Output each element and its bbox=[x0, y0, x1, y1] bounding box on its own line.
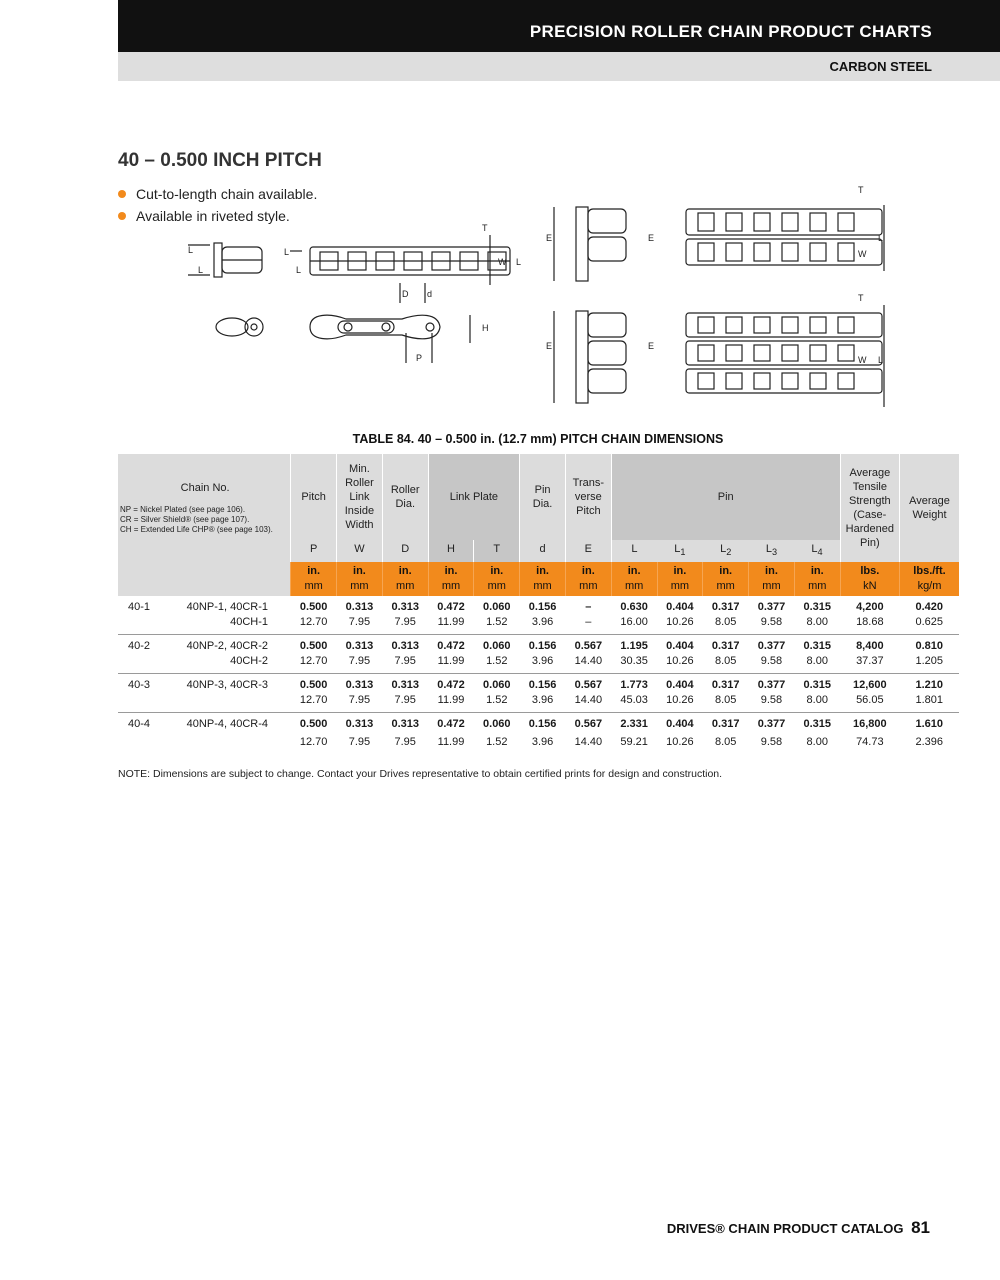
value-mm: 10.26 bbox=[666, 736, 694, 748]
table-row bbox=[118, 654, 959, 674]
bullet-icon bbox=[118, 212, 126, 220]
value-in: 0.156 bbox=[528, 718, 557, 730]
value-in: 16,800 bbox=[853, 718, 887, 730]
chain-id: 40-3 bbox=[128, 679, 151, 691]
diagram-label-e-double: E bbox=[546, 233, 553, 243]
chain-no-cell-2 bbox=[118, 693, 291, 713]
chain-no-cell bbox=[118, 713, 291, 733]
symbol-p: P bbox=[291, 540, 337, 562]
value-in: 0.567 bbox=[574, 679, 603, 691]
table-row bbox=[118, 693, 959, 713]
value-in: 0.317 bbox=[711, 679, 740, 691]
value-in: 0.404 bbox=[666, 718, 694, 730]
diagram-label-d-lower: d bbox=[427, 289, 433, 299]
value-mm: 0.625 bbox=[899, 615, 959, 635]
value-in: 1.610 bbox=[915, 718, 943, 730]
value-in: 0.313 bbox=[345, 679, 374, 691]
header-pitch: Pitch bbox=[291, 454, 337, 540]
symbol-pin-d: d bbox=[520, 540, 566, 562]
header-pin-dia: Pin Dia. bbox=[520, 454, 566, 540]
header-bar bbox=[118, 0, 1000, 52]
value-mm: 7.95 bbox=[382, 615, 428, 635]
value-mm: 12.70 bbox=[291, 693, 337, 713]
value-in: 0.500 bbox=[299, 640, 328, 652]
value-mm: 16.00 bbox=[611, 615, 657, 635]
value-in: 0.060 bbox=[483, 640, 511, 652]
value-mm: 8.05 bbox=[703, 693, 749, 713]
symbol-e: E bbox=[565, 540, 611, 562]
unit-cell: lbs./ft. kg/m bbox=[899, 562, 959, 596]
diagram-label-e-triple: E bbox=[546, 341, 553, 351]
table-body bbox=[118, 596, 959, 754]
value-mm: 8.00 bbox=[794, 654, 840, 674]
unit-cell: in. mm bbox=[565, 562, 611, 596]
symbol-l3: $L_3$ bbox=[749, 540, 795, 562]
value-mm: 8.05 bbox=[714, 736, 737, 748]
value-in: 0.567 bbox=[574, 718, 603, 730]
symbol-d: D bbox=[382, 540, 428, 562]
value-in: 8,400 bbox=[856, 640, 884, 652]
value-mm: 59.21 bbox=[620, 736, 648, 748]
value-mm: 37.37 bbox=[840, 654, 899, 674]
value-in: 0.630 bbox=[620, 601, 648, 613]
chain-variants: 40NP-4, 40CR-4 bbox=[186, 718, 268, 730]
diagram-label-h: H bbox=[482, 323, 489, 333]
value-mm: 7.95 bbox=[382, 654, 428, 674]
unit-cell: in. mm bbox=[291, 562, 337, 596]
value-in: 0.060 bbox=[483, 601, 511, 613]
value-in: 0.377 bbox=[757, 640, 786, 652]
value-mm: 11.99 bbox=[428, 615, 474, 635]
value-mm: 14.40 bbox=[565, 693, 611, 713]
diagram-label-l1: L bbox=[188, 245, 194, 255]
unit-cell: in. mm bbox=[703, 562, 749, 596]
diagram-label-w: W bbox=[498, 257, 507, 267]
value-in: 0.377 bbox=[757, 679, 786, 691]
value-in: 0.060 bbox=[483, 718, 511, 730]
value-in: 0.472 bbox=[437, 718, 465, 730]
value-mm: 11.99 bbox=[437, 736, 465, 748]
value-mm: 11.99 bbox=[428, 693, 474, 713]
value-mm: 1.52 bbox=[486, 736, 508, 748]
chain-dimension-diagram bbox=[170, 185, 900, 415]
unit-cell: in. mm bbox=[749, 562, 795, 596]
feature-item: Cut-to-length chain available. bbox=[118, 183, 317, 205]
value-mm: 3.96 bbox=[520, 615, 566, 635]
value-mm: 10.26 bbox=[657, 615, 703, 635]
chain-no-cell bbox=[118, 635, 291, 655]
value-in: 0.810 bbox=[915, 640, 943, 652]
chain-dimensions-table bbox=[118, 454, 959, 754]
table-row bbox=[118, 713, 959, 733]
header-link-plate: Link Plate bbox=[428, 454, 520, 540]
value-mm: 8.00 bbox=[794, 615, 840, 635]
page-header-title: PRECISION ROLLER CHAIN PRODUCT CHARTS bbox=[529, 22, 932, 41]
diagram-label-w-double: W bbox=[858, 249, 867, 259]
chain-no-cell bbox=[118, 596, 291, 615]
value-mm: 9.58 bbox=[749, 654, 795, 674]
units-row bbox=[118, 562, 959, 596]
table-note: NOTE: Dimensions are subject to change. Contact your Drives representative to obtain certified prints for design and construction. bbox=[118, 768, 723, 780]
value-mm: 3.96 bbox=[520, 693, 566, 713]
value-mm: 7.95 bbox=[394, 736, 416, 748]
diagram-label-e-triple-2: E bbox=[648, 341, 655, 351]
header-average-weight: Average Weight bbox=[899, 454, 959, 562]
chain-variants-ch: 40CH-1 bbox=[230, 616, 268, 628]
diagram-label-p: P bbox=[416, 353, 423, 363]
value-mm: 30.35 bbox=[611, 654, 657, 674]
value-in: 0.315 bbox=[803, 718, 832, 730]
unit-cell: in. mm bbox=[657, 562, 703, 596]
symbol-h: H bbox=[428, 540, 474, 562]
value-mm: 1.52 bbox=[474, 654, 520, 674]
value-in: 0.500 bbox=[299, 679, 328, 691]
page-footer bbox=[667, 1218, 930, 1238]
symbol-t: T bbox=[474, 540, 520, 562]
value-in: 0.317 bbox=[711, 601, 740, 613]
unit-cell: in. mm bbox=[794, 562, 840, 596]
value-mm: 10.26 bbox=[657, 693, 703, 713]
chain-no-cell-2 bbox=[118, 732, 291, 754]
value-in: 0.404 bbox=[666, 679, 694, 691]
link-plate-side-view bbox=[216, 315, 470, 363]
diagram-label-l-double: L bbox=[878, 233, 884, 243]
unit-cell: in. mm bbox=[520, 562, 566, 596]
value-in: 0.315 bbox=[803, 640, 832, 652]
value-mm: 11.99 bbox=[428, 654, 474, 674]
value-in: 0.156 bbox=[528, 640, 557, 652]
value-in: 0.472 bbox=[437, 679, 465, 691]
value-in: 0.472 bbox=[437, 640, 465, 652]
chain-top-view-single bbox=[290, 235, 510, 303]
value-in: 0.377 bbox=[757, 718, 786, 730]
value-in: 0.500 bbox=[299, 601, 328, 613]
value-in: 0.567 bbox=[574, 640, 603, 652]
chain-top-view-double bbox=[686, 205, 884, 271]
unit-cell: lbs. kN bbox=[840, 562, 899, 596]
value-in: 0.313 bbox=[391, 640, 419, 652]
value-mm: 56.05 bbox=[840, 693, 899, 713]
page-number: 81 bbox=[911, 1218, 930, 1237]
header-roller-dia: Roller Dia. bbox=[382, 454, 428, 540]
unit-cell: in. mm bbox=[382, 562, 428, 596]
value-in: 0.156 bbox=[528, 679, 557, 691]
chain-variants: 40NP-1, 40CR-1 bbox=[186, 601, 268, 613]
diagram-label-l: L bbox=[296, 265, 302, 275]
chain-no-cell-2 bbox=[118, 615, 291, 635]
subheader-bar bbox=[118, 52, 1000, 81]
unit-cell: in. mm bbox=[611, 562, 657, 596]
value-in: 0.404 bbox=[666, 601, 694, 613]
unit-cell: in. mm bbox=[337, 562, 383, 596]
value-in: 0.404 bbox=[666, 640, 694, 652]
value-in: 0.313 bbox=[391, 601, 419, 613]
value-mm: 3.96 bbox=[520, 654, 566, 674]
symbol-w: W bbox=[337, 540, 383, 562]
value-in: 0.315 bbox=[803, 679, 832, 691]
page-header-subtitle: CARBON STEEL bbox=[829, 59, 932, 74]
value-in: 0.156 bbox=[528, 601, 557, 613]
unit-cell: in. mm bbox=[428, 562, 474, 596]
diagram-label-l2: L bbox=[198, 265, 204, 275]
value-in: 0.313 bbox=[345, 601, 374, 613]
value-mm: 1.205 bbox=[899, 654, 959, 674]
table-row bbox=[118, 732, 959, 754]
section-heading: 40 – 0.500 INCH PITCH bbox=[118, 150, 322, 171]
value-in: – bbox=[585, 601, 592, 613]
chain-no-cell-2 bbox=[118, 654, 291, 674]
value-in: 0.317 bbox=[711, 718, 740, 730]
value-mm: 1.801 bbox=[899, 693, 959, 713]
symbol-l2: $L_2$ bbox=[703, 540, 749, 562]
value-mm: 1.52 bbox=[474, 615, 520, 635]
value-mm: 8.05 bbox=[703, 654, 749, 674]
value-in: 1.195 bbox=[620, 640, 648, 652]
chain-variants: 40NP-3, 40CR-3 bbox=[186, 679, 268, 691]
header-chain-no: Chain No. NP = Nickel Plated (see page 106). CR = Silver Shield® (see page 107). CH = Extended Life CHP® (see page 103). bbox=[118, 454, 291, 562]
value-in: 4,200 bbox=[856, 601, 884, 613]
chain-id: 40-2 bbox=[128, 640, 151, 652]
symbol-l4: $L_4$ bbox=[794, 540, 840, 562]
value-in: 1.210 bbox=[915, 679, 943, 691]
units-blank bbox=[118, 562, 291, 596]
value-in: 2.331 bbox=[620, 718, 648, 730]
value-in: 0.315 bbox=[803, 601, 832, 613]
value-mm: 45.03 bbox=[611, 693, 657, 713]
unit-cell: in. mm bbox=[474, 562, 520, 596]
value-mm: 9.58 bbox=[760, 736, 783, 748]
header-min-roller-width: Min. Roller Link Inside Width bbox=[337, 454, 383, 540]
value-mm: 9.58 bbox=[749, 693, 795, 713]
value-mm: 9.58 bbox=[749, 615, 795, 635]
value-mm: – bbox=[565, 615, 611, 635]
value-mm: 12.70 bbox=[291, 654, 337, 674]
diagram-label-l-side: L bbox=[516, 257, 522, 267]
chain-top-view-triple bbox=[686, 305, 884, 407]
chain-variants: 40NP-2, 40CR-2 bbox=[186, 640, 268, 652]
value-in: 0.317 bbox=[711, 640, 740, 652]
chain-no-cell bbox=[118, 674, 291, 694]
value-mm: 8.05 bbox=[703, 615, 749, 635]
value-mm: 2.396 bbox=[915, 736, 943, 748]
value-mm: 12.70 bbox=[291, 615, 337, 635]
value-mm: 3.96 bbox=[531, 736, 554, 748]
value-in: 0.377 bbox=[757, 601, 786, 613]
value-mm: 12.70 bbox=[299, 736, 328, 748]
value-in: 0.313 bbox=[391, 679, 419, 691]
diagram-label-e-double-2: E bbox=[648, 233, 655, 243]
diagram-label-w-triple: W bbox=[858, 355, 867, 365]
table-row bbox=[118, 674, 959, 694]
value-mm: 18.68 bbox=[840, 615, 899, 635]
value-mm: 14.40 bbox=[565, 654, 611, 674]
value-in: 0.060 bbox=[483, 679, 511, 691]
value-in: 0.313 bbox=[345, 718, 374, 730]
symbol-l: L bbox=[611, 540, 657, 562]
symbol-l1: $L_1$ bbox=[657, 540, 703, 562]
value-mm: 7.95 bbox=[337, 615, 383, 635]
diagram-label-t-double: T bbox=[858, 185, 864, 195]
diagram-label-d-upper: D bbox=[402, 289, 409, 299]
bullet-icon bbox=[118, 190, 126, 198]
value-mm: 8.00 bbox=[806, 736, 828, 748]
chain-variants-ch: 40CH-2 bbox=[230, 655, 268, 667]
value-mm: 1.52 bbox=[474, 693, 520, 713]
value-mm: 14.40 bbox=[574, 736, 603, 748]
table-title: TABLE 84. 40 – 0.500 in. (12.7 mm) PITCH CHAIN DIMENSIONS bbox=[352, 432, 724, 446]
value-in: 0.420 bbox=[915, 601, 943, 613]
value-mm: 8.00 bbox=[794, 693, 840, 713]
diagram-label-t: T bbox=[482, 223, 488, 233]
value-mm: 7.95 bbox=[337, 654, 383, 674]
header-transverse-pitch: Trans- verse Pitch bbox=[565, 454, 611, 540]
catalog-name: DRIVES® CHAIN PRODUCT CATALOG bbox=[666, 1221, 904, 1236]
chain-end-view-double bbox=[554, 207, 626, 281]
chain-id: 40-1 bbox=[128, 601, 151, 613]
value-in: 12,600 bbox=[853, 679, 887, 691]
value-mm: 10.26 bbox=[657, 654, 703, 674]
value-mm: 7.95 bbox=[382, 693, 428, 713]
value-in: 0.472 bbox=[437, 601, 465, 613]
chain-end-view-triple bbox=[554, 311, 626, 403]
table-row bbox=[118, 615, 959, 635]
value-mm: 7.95 bbox=[337, 693, 383, 713]
diagram-label-l-triple: L bbox=[878, 355, 884, 365]
header-pin: Pin bbox=[611, 454, 840, 540]
feature-item: Available in riveted style. bbox=[118, 205, 317, 227]
diagram-label-t-triple: T bbox=[858, 293, 864, 303]
header-tensile-strength: Average Tensile Strength (Case- Hardened Pin) bbox=[840, 454, 899, 562]
value-in: 0.313 bbox=[345, 640, 374, 652]
value-in: 1.773 bbox=[620, 679, 648, 691]
value-in: 0.313 bbox=[391, 718, 419, 730]
table-row bbox=[118, 635, 959, 655]
chain-id: 40-4 bbox=[128, 718, 151, 730]
value-mm: 74.73 bbox=[856, 736, 884, 748]
table-row bbox=[118, 596, 959, 615]
value-in: 0.500 bbox=[299, 718, 328, 730]
diagram-label-l3: L bbox=[284, 247, 290, 257]
value-mm: 7.95 bbox=[348, 736, 371, 748]
